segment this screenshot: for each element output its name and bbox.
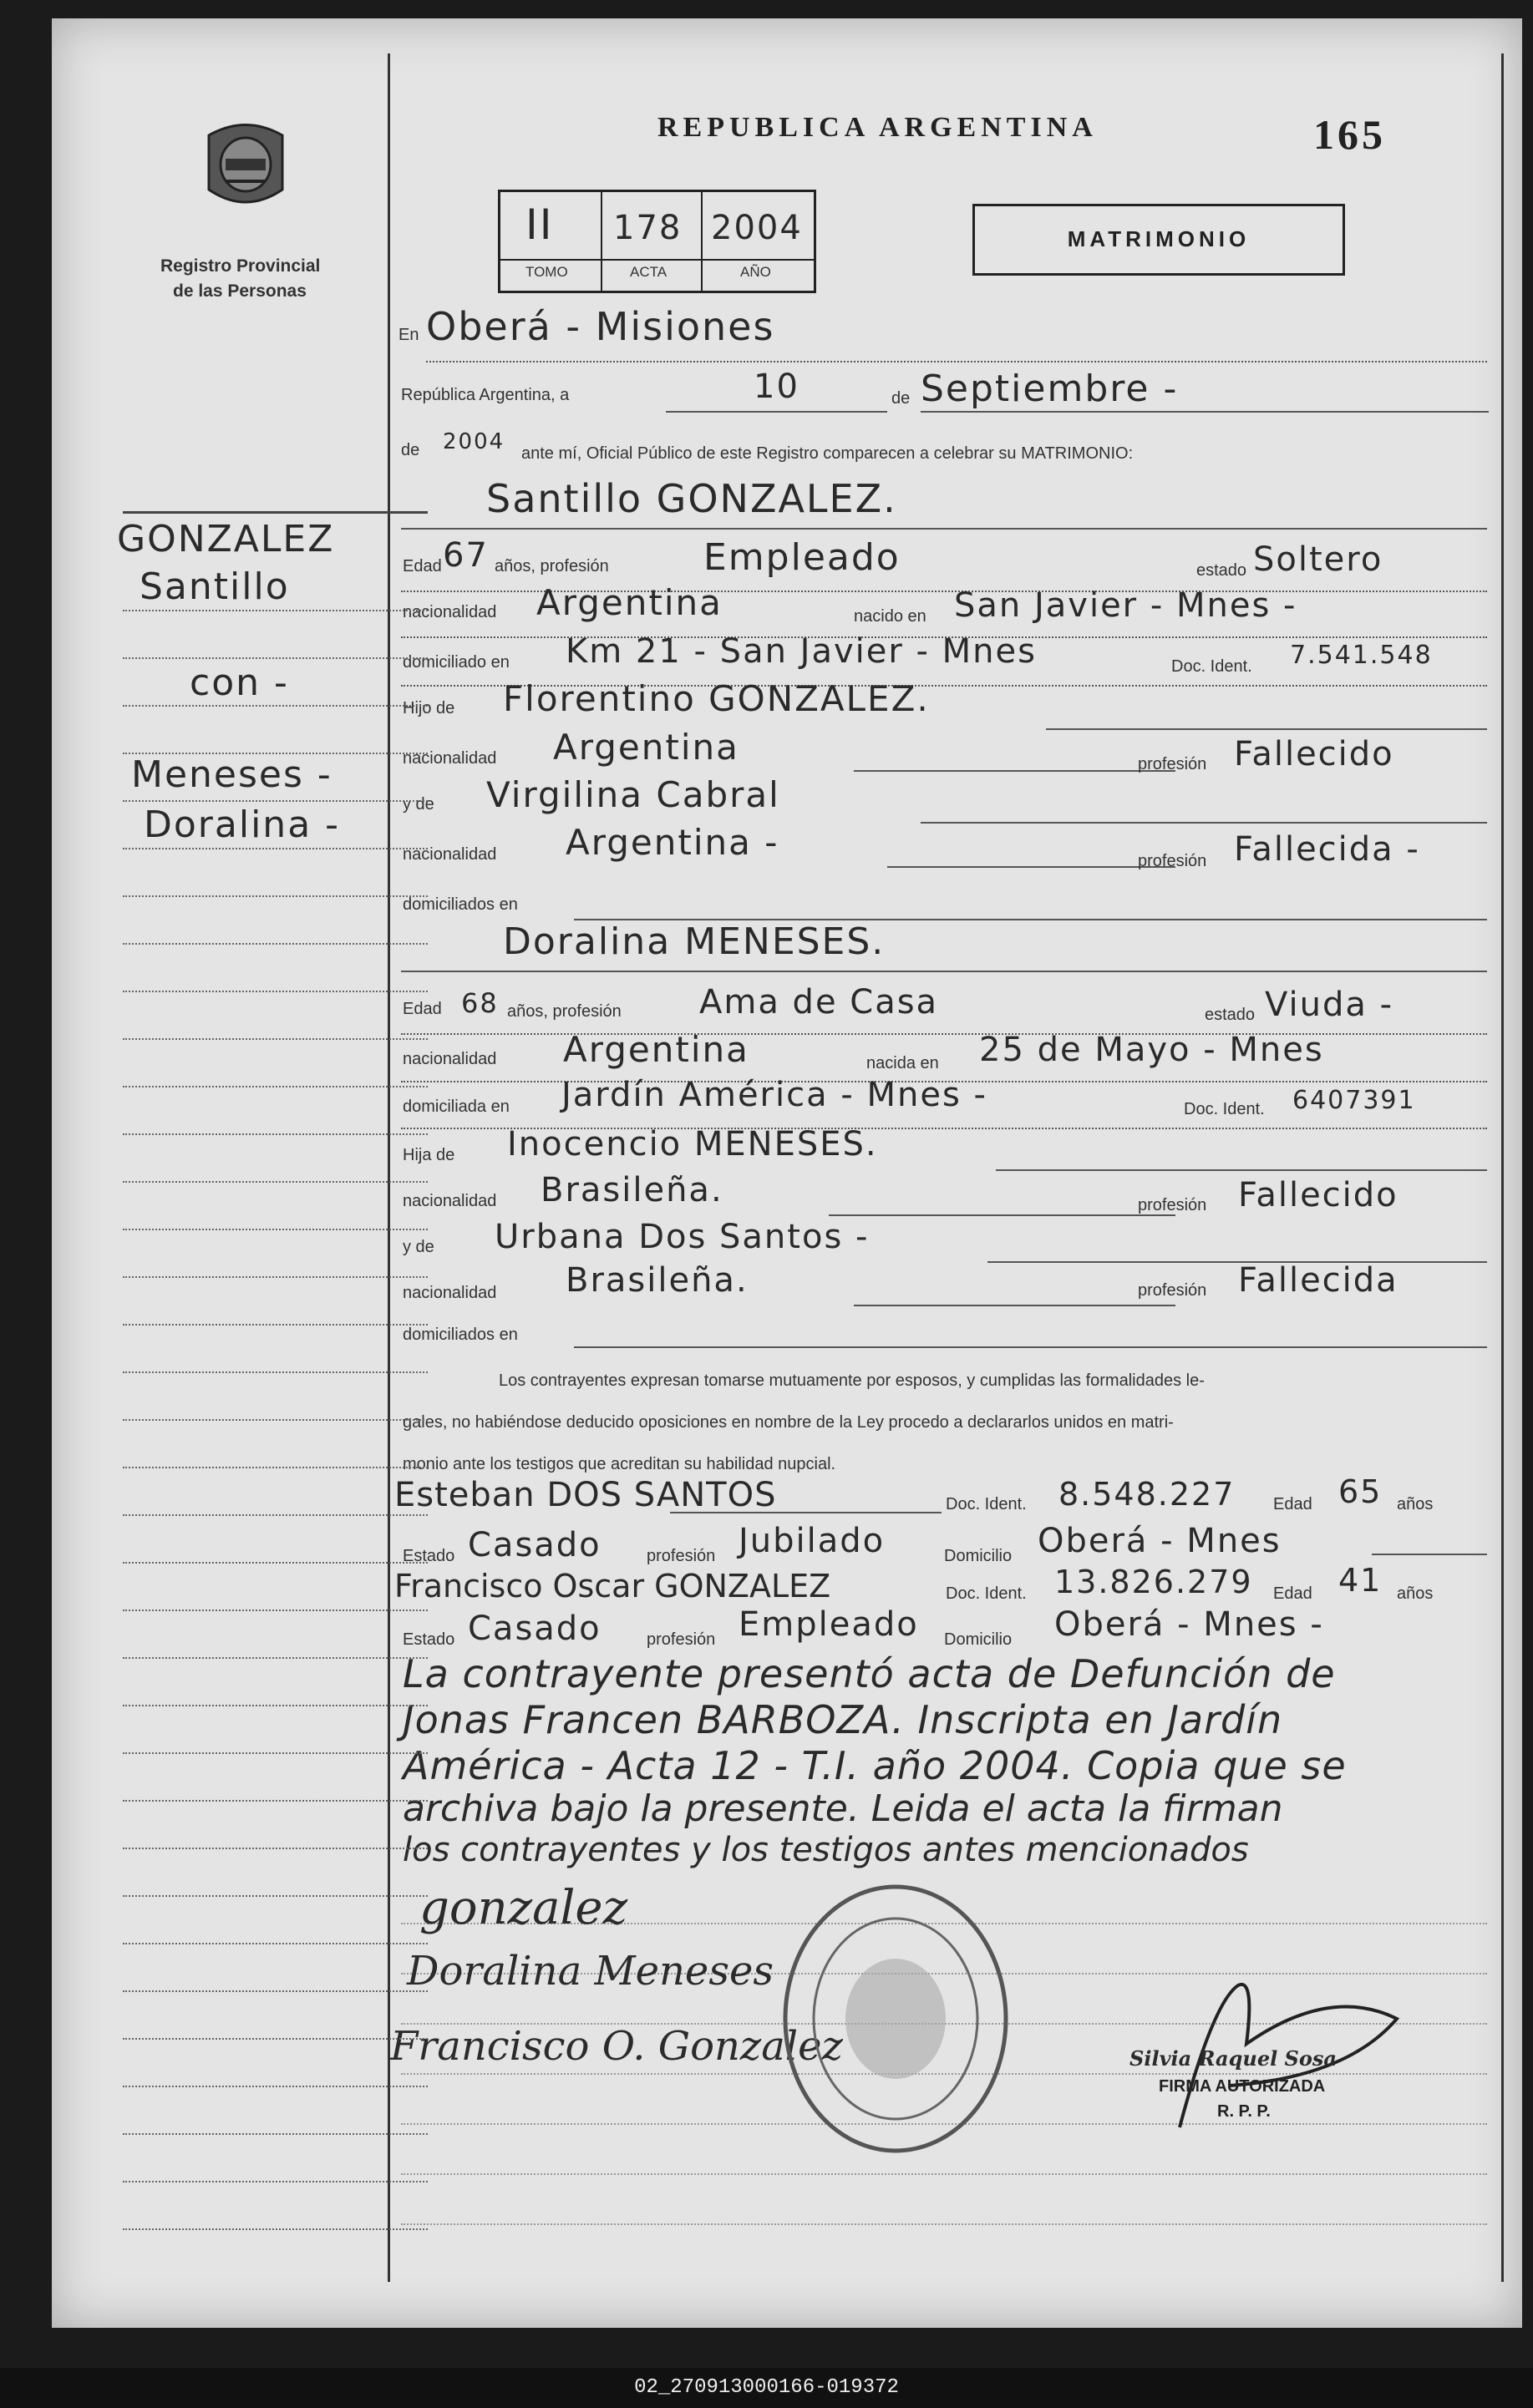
bride-mother-nac-label: nacionalidad: [403, 1284, 497, 1302]
margin-rule: [123, 1467, 428, 1468]
groom-mother-prof: Fallecida -: [1234, 830, 1420, 869]
groom-father-nac-label: nacionalidad: [403, 749, 497, 768]
margin-rule: [123, 943, 428, 945]
groom-nac-label: nacionalidad: [403, 603, 497, 621]
margin-rule: [123, 2133, 428, 2135]
signature-witness: Francisco O. Gonzalez: [390, 2023, 843, 2070]
bride-father-nac: Brasileña.: [541, 1171, 723, 1209]
line: [996, 1169, 1487, 1171]
margin-rule: [123, 1514, 428, 1516]
margin-rule: [123, 753, 428, 754]
bride-nacida-label: nacida en: [866, 1054, 939, 1072]
witness1-edad: 65: [1338, 1473, 1383, 1510]
margin-rule: [123, 1133, 428, 1135]
registry-name-line2: de las Personas: [173, 281, 307, 301]
bride-domiciliados-label: domiciliados en: [403, 1326, 518, 1344]
bride-mother-prof-label: profesión: [1138, 1281, 1207, 1300]
margin-rule: [123, 2038, 428, 2040]
margin-rule: [123, 2228, 428, 2230]
line: [670, 1512, 942, 1513]
groom-domicilio: Km 21 - San Javier - Mnes: [566, 632, 1037, 671]
official-title: FIRMA AUTORIZADA: [1159, 2077, 1326, 2096]
witness1-dom-label: Domicilio: [944, 1547, 1013, 1565]
margin-rule: [123, 610, 428, 611]
ano-value: 2004: [711, 209, 803, 247]
witness2-domicilio: Oberá - Mnes -: [1054, 1605, 1324, 1644]
witness1-profesion: Jubilado: [739, 1522, 886, 1560]
bride-nac-label: nacionalidad: [403, 1050, 497, 1068]
margin-rule: [123, 1752, 428, 1754]
line: [921, 411, 1489, 413]
witness1-prof-label: profesión: [647, 1547, 716, 1565]
groom-mother-prof-label: profesión: [1138, 852, 1207, 870]
country-title: REPUBLICA ARGENTINA: [657, 112, 1098, 143]
witness1-name: Esteban DOS SANTOS: [394, 1476, 777, 1514]
place: Oberá - Misiones: [426, 304, 775, 349]
line: [887, 866, 1175, 868]
margin-rule: [123, 1848, 428, 1849]
groom-father-prof: Fallecido: [1234, 735, 1394, 773]
bride-profesion: Ama de Casa: [699, 983, 939, 1021]
groom-edad: 67: [443, 536, 489, 575]
margin-rule: [123, 705, 428, 707]
bride-mother-prof: Fallecida: [1238, 1261, 1398, 1300]
margin-rule: [123, 1086, 428, 1087]
doc-type: MATRIMONIO: [1067, 226, 1251, 251]
bride-edad: 68: [461, 987, 499, 1019]
margin-line2: Santillo: [140, 565, 290, 608]
bride-nacida: 25 de Mayo - Mnes: [979, 1031, 1324, 1069]
line: [854, 1305, 1175, 1306]
signature-groom: gonzalez: [419, 1881, 628, 1935]
page-right-border: [1501, 53, 1504, 2282]
declaration-line2: gales, no habiéndose deducido oposiciones en nombre de la Ley procedo a declararlos unidos en matri-: [403, 1413, 1174, 1432]
tomo-value: II: [525, 200, 554, 249]
groom-mother-nac-label: nacionalidad: [403, 845, 497, 864]
official-org: R. P. P.: [1217, 2102, 1271, 2121]
groom-edad-label: Edad: [403, 557, 442, 575]
bride-father-prof-label: profesión: [1138, 1196, 1207, 1214]
bride-name: Doralina MENESES.: [503, 920, 886, 963]
groom-profesion: Empleado: [703, 536, 901, 579]
bride-hija-label: Hija de: [403, 1146, 455, 1164]
witness2-dom-label: Domicilio: [944, 1630, 1013, 1649]
margin-rule: [123, 895, 428, 897]
record-id-box: [498, 190, 816, 293]
bride-doc-label: Doc. Ident.: [1184, 1100, 1265, 1118]
margin-rule: [123, 1181, 428, 1183]
groom-doc: 7.541.548: [1290, 641, 1433, 670]
note-line3: América - Acta 12 - T.I. año 2004. Copia que se: [403, 1743, 1347, 1788]
witness1-domicilio: Oberá - Mnes: [1038, 1522, 1282, 1560]
note-line1: La contrayente presentó acta de Defunción de: [403, 1651, 1336, 1696]
provincial-seal-icon: [201, 119, 291, 210]
groom-estado-label: estado: [1196, 561, 1247, 580]
witness2-edad-label: Edad: [1273, 1584, 1312, 1603]
margin-rule: [123, 1371, 428, 1373]
groom-dom-label: domiciliado en: [403, 653, 510, 672]
en-label: En: [398, 326, 419, 344]
margin-rule: [123, 1229, 428, 1230]
registry-name-line1: Registro Provincial: [160, 256, 321, 276]
note-line5: los contrayentes y los testigos antes mencionados: [403, 1831, 1249, 1869]
image-id-footer: 02_270913000166-019372: [0, 2368, 1533, 2408]
bride-dom-label: domiciliada en: [403, 1098, 510, 1116]
line: [921, 822, 1487, 824]
groom-profesion-label: años, profesión: [495, 557, 609, 575]
groom-yde-label: y de: [403, 795, 434, 814]
page-number: 165: [1313, 111, 1386, 158]
margin-line1: GONZALEZ: [117, 518, 335, 560]
margin-rule: [123, 1990, 428, 1992]
doc-type-box: [972, 204, 1345, 276]
margin-rule: [123, 1324, 428, 1326]
witness2-estado: Casado: [468, 1610, 602, 1648]
groom-father: Florentino GONZALEZ.: [503, 678, 930, 719]
witness1-edad-label: Edad: [1273, 1495, 1312, 1513]
margin-rule: [123, 1800, 428, 1802]
line: [666, 411, 887, 413]
republica-label: República Argentina, a: [401, 386, 570, 404]
line: [1372, 1554, 1487, 1555]
bride-yde-label: y de: [403, 1238, 434, 1256]
margin-rule: [123, 1943, 428, 1944]
witness1-estado-label: Estado: [403, 1547, 455, 1565]
line: [401, 528, 1487, 530]
acta-label: ACTA: [630, 264, 668, 280]
register-page: [52, 18, 1522, 2328]
groom-estado: Soltero: [1253, 540, 1383, 579]
margin-rule: [123, 2181, 428, 2182]
groom-mother: Virgilina Cabral: [486, 774, 780, 815]
witness2-name: Francisco Oscar GONZALEZ: [394, 1568, 831, 1604]
line: [401, 971, 1487, 972]
line: [401, 2173, 1487, 2175]
margin-rule: [123, 1562, 428, 1564]
bride-doc: 6407391: [1292, 1086, 1416, 1115]
bride-mother: Urbana Dos Santos -: [495, 1218, 870, 1256]
line: [426, 361, 1487, 362]
witness1-estado: Casado: [468, 1526, 602, 1564]
declaration-line3: monio ante los testigos que acreditan su habilidad nupcial.: [403, 1455, 836, 1473]
month: Septiembre -: [921, 368, 1179, 410]
bride-father-nac-label: nacionalidad: [403, 1192, 497, 1210]
witness2-edad: 41: [1338, 1562, 1383, 1599]
witness2-prof-label: profesión: [647, 1630, 716, 1649]
day: 10: [754, 368, 799, 406]
margin-rule: [123, 1657, 428, 1659]
line: [829, 1214, 1175, 1216]
ante-text: ante mí, Oficial Público de este Registro comparecen a celebrar su MATRIMONIO:: [521, 444, 1134, 463]
witness1-anos-label: años: [1397, 1495, 1434, 1513]
note-line2: Jonas Francen BARBOZA. Inscripta en Jardín: [403, 1697, 1283, 1742]
groom-nacido: San Javier - Mnes -: [954, 586, 1297, 625]
line: [401, 2223, 1487, 2225]
line: [854, 770, 1175, 772]
margin-rule: [123, 1895, 428, 1897]
margin-rule: [123, 2086, 428, 2087]
margin-rule: [123, 1276, 428, 1278]
groom-domiciliados-label: domiciliados en: [403, 895, 518, 914]
acta-value: 178: [613, 209, 683, 247]
margin-rule: [123, 1038, 428, 1040]
margin-rule: [123, 657, 428, 659]
margin-rule: [123, 991, 428, 992]
witness2-doc: 13.826.279: [1054, 1564, 1253, 1600]
margin-rule: [123, 800, 428, 802]
line: [1046, 728, 1487, 730]
declaration-line1: Los contrayentes expresan tomarse mutuamente por esposos, y cumplidas las formalidades le-: [499, 1371, 1205, 1390]
margin-line5: Doralina -: [144, 804, 341, 846]
witness2-estado-label: Estado: [403, 1630, 455, 1649]
bride-nacionalidad: Argentina: [563, 1029, 749, 1070]
bride-profesion-label: años, profesión: [507, 1002, 622, 1021]
bride-domicilio: Jardín América - Mnes -: [561, 1076, 987, 1114]
witness1-doc-label: Doc. Ident.: [946, 1495, 1027, 1513]
bride-estado: Viuda -: [1265, 986, 1393, 1024]
groom-father-prof-label: profesión: [1138, 755, 1207, 773]
official-stamp-icon: [779, 1881, 1013, 2157]
margin-rule: [123, 1419, 428, 1421]
groom-nacionalidad: Argentina: [536, 582, 723, 623]
groom-father-nac: Argentina: [553, 727, 739, 768]
witness2-doc-label: Doc. Ident.: [946, 1584, 1027, 1603]
year: 2004: [443, 429, 505, 454]
margin-rule: [123, 848, 428, 849]
witness2-profesion: Empleado: [739, 1605, 919, 1644]
line: [574, 1346, 1487, 1348]
witness1-doc: 8.548.227: [1058, 1476, 1236, 1513]
margin-divider: [388, 53, 390, 2282]
groom-mother-nac: Argentina -: [566, 822, 779, 863]
bride-father-prof: Fallecido: [1238, 1176, 1398, 1214]
official-name: Silvia Raquel Sosa: [1129, 2046, 1337, 2071]
margin-rule: [123, 511, 428, 514]
line: [987, 1261, 1487, 1263]
tomo-label: TOMO: [525, 264, 568, 280]
margin-rule: [123, 1610, 428, 1611]
bride-edad-label: Edad: [403, 1000, 442, 1018]
groom-nacido-label: nacido en: [854, 607, 926, 626]
signature-bride: Doralina Meneses: [407, 1948, 774, 1995]
ano-label: AÑO: [740, 264, 771, 280]
groom-doc-label: Doc. Ident.: [1171, 657, 1252, 676]
margin-line3: con -: [190, 662, 289, 704]
bride-mother-nac: Brasileña.: [566, 1261, 749, 1300]
margin-rule: [123, 1705, 428, 1706]
de2-label: de: [401, 441, 420, 459]
note-line4: archiva bajo la presente. Leida el acta la firman: [403, 1787, 1283, 1830]
groom-name: Santillo GONZALEZ.: [486, 476, 897, 521]
witness2-anos-label: años: [1397, 1584, 1434, 1603]
margin-line4: Meneses -: [131, 753, 332, 796]
bride-father: Inocencio MENESES.: [507, 1125, 878, 1163]
bride-estado-label: estado: [1205, 1006, 1256, 1024]
de-label: de: [891, 389, 911, 408]
groom-hijo-label: Hijo de: [403, 699, 455, 717]
